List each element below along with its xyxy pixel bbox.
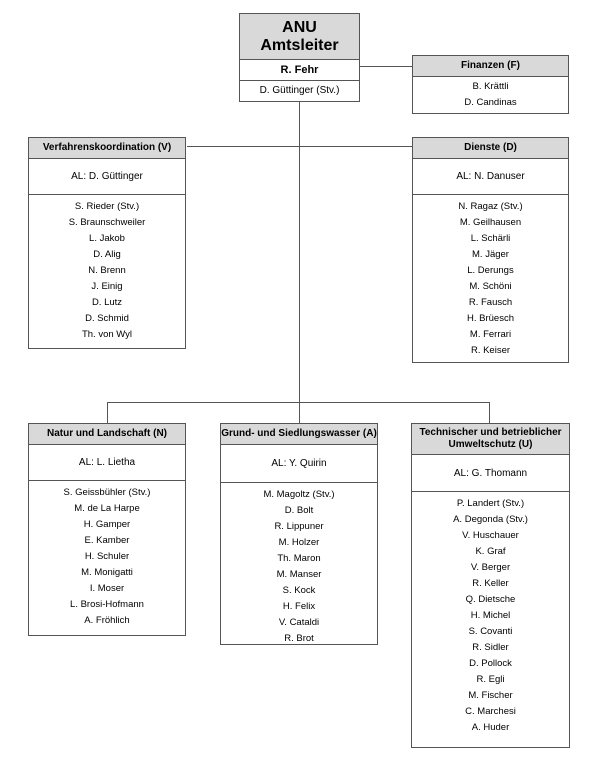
member-name: S. Rieder (Stv.)	[74, 201, 140, 212]
member-name: L. Schärli	[470, 233, 511, 244]
member-name: Q. Dietsche	[465, 594, 516, 605]
umwelt-members	[412, 492, 569, 736]
finanzen-members	[413, 77, 568, 111]
member-name: R. Egli	[476, 674, 505, 685]
natur-box	[28, 423, 186, 636]
dienste-head: AL: N. Danuser	[413, 159, 568, 195]
umwelt-box	[411, 423, 570, 748]
member-name: I. Moser	[89, 583, 125, 594]
director-title-line1: ANU	[282, 19, 317, 36]
member-name: M. Schöni	[469, 281, 512, 292]
connector-director-finanzen	[360, 66, 412, 67]
member-name: J. Einig	[91, 281, 123, 292]
connector-wasser-drop	[299, 402, 300, 423]
member-name: R. Keller	[472, 578, 509, 589]
wasser-box	[220, 423, 378, 645]
director-title-line2: Amtsleiter	[260, 37, 339, 54]
member-name: M. Magoltz (Stv.)	[263, 489, 335, 500]
director-header	[240, 14, 359, 60]
umwelt-title-line2: Umweltschutz (U)	[448, 439, 533, 450]
natur-head: AL: L. Lietha	[29, 445, 185, 481]
natur-members	[29, 481, 185, 629]
connector-staff-horizontal	[187, 146, 412, 147]
member-name: D. Bolt	[284, 505, 314, 516]
dienste-members	[413, 195, 568, 359]
member-name: R. Fausch	[468, 297, 513, 308]
verfahren-head: AL: D. Güttinger	[29, 159, 185, 195]
member-name: H. Michel	[470, 610, 511, 621]
finanzen-box	[412, 55, 569, 114]
member-name: P. Landert (Stv.)	[456, 498, 525, 509]
member-name: A. Degonda (Stv.)	[453, 514, 528, 525]
member-name: D. Schmid	[85, 313, 129, 324]
member-name: V. Cataldi	[278, 617, 320, 628]
member-name: E. Kamber	[84, 535, 130, 546]
member-name: D. Candinas	[464, 97, 517, 108]
member-name: A. Huder	[471, 722, 510, 733]
member-name: H. Schuler	[84, 551, 130, 562]
verfahren-members	[29, 195, 185, 343]
natur-title: Natur und Landschaft (N)	[29, 424, 185, 445]
wasser-head: AL: Y. Quirin	[221, 445, 377, 483]
umwelt-head: AL: G. Thomann	[412, 455, 569, 492]
director-name: R. Fehr	[240, 60, 359, 81]
member-name: R. Brot	[284, 633, 314, 644]
wasser-members	[221, 483, 377, 647]
member-name: M. Monigatti	[81, 567, 133, 578]
member-name: N. Ragaz (Stv.)	[458, 201, 523, 212]
member-name: R. Sidler	[472, 642, 509, 653]
member-name: H. Felix	[282, 601, 316, 612]
member-name: D. Lutz	[91, 297, 123, 308]
verfahren-box	[28, 137, 186, 349]
member-name: S. Geissbühler (Stv.)	[63, 487, 151, 498]
director-box	[239, 13, 360, 102]
member-name: L. Derungs	[467, 265, 514, 276]
member-name: V. Berger	[470, 562, 511, 573]
umwelt-title	[412, 424, 569, 455]
member-name: H. Gamper	[83, 519, 131, 530]
member-name: M. Manser	[276, 569, 322, 580]
member-name: V. Huschauer	[462, 530, 519, 541]
member-name: L. Jakob	[89, 233, 125, 244]
member-name: A. Fröhlich	[84, 615, 130, 626]
connector-umwelt-drop	[489, 402, 490, 423]
umwelt-title-line1: Technischer und betrieblicher	[419, 427, 562, 438]
member-name: L. Brosi-Hofmann	[70, 599, 144, 610]
member-name: D. Pollock	[469, 658, 512, 669]
member-name: M. Ferrari	[469, 329, 512, 340]
dienste-box	[412, 137, 569, 363]
wasser-title: Grund- und Siedlungswasser (A)	[221, 424, 377, 445]
dienste-title: Dienste (D)	[413, 138, 568, 159]
member-name: D. Alig	[93, 249, 121, 260]
member-name: R. Keiser	[470, 345, 511, 356]
member-name: M. Jäger	[472, 249, 509, 260]
member-name: M. de La Harpe	[74, 503, 140, 514]
member-name: N. Brenn	[88, 265, 126, 276]
finanzen-title: Finanzen (F)	[413, 56, 568, 77]
member-name: M. Holzer	[278, 537, 320, 548]
member-name: S. Braunschweiler	[68, 217, 146, 228]
member-name: Th. Maron	[277, 553, 321, 564]
member-name: M. Geilhausen	[459, 217, 522, 228]
member-name: C. Marchesi	[465, 706, 516, 717]
member-name: H. Brüesch	[467, 313, 514, 324]
member-name: M. Fischer	[468, 690, 513, 701]
member-name: B. Krättli	[472, 81, 509, 92]
member-name: S. Kock	[282, 585, 316, 596]
member-name: S. Covanti	[468, 626, 513, 637]
member-name: Th. von Wyl	[81, 329, 133, 340]
member-name: R. Lippuner	[274, 521, 324, 532]
connector-natur-drop	[107, 402, 108, 423]
member-name: K. Graf	[475, 546, 506, 557]
director-deputy: D. Güttinger (Stv.)	[259, 85, 340, 96]
verfahren-title: Verfahrenskoordination (V)	[29, 138, 185, 159]
